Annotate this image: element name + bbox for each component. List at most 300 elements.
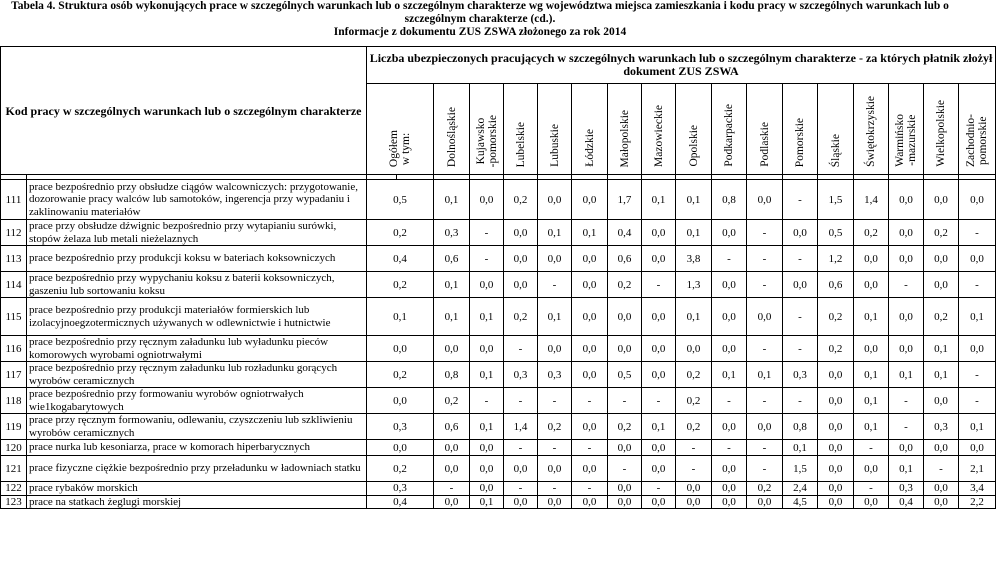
row-value: - bbox=[747, 246, 783, 272]
column-header bbox=[434, 84, 470, 175]
column-header bbox=[854, 84, 889, 175]
row-value: 0,0 bbox=[712, 298, 747, 336]
row-value: 0,2 bbox=[818, 298, 854, 336]
row-description: prace nurka lub kesoniarza, prace w komorach hiperbarycznych bbox=[27, 440, 367, 456]
row-code: 114 bbox=[1, 272, 27, 298]
row-value: 3,4 bbox=[959, 482, 996, 496]
row-value: 0,1 bbox=[854, 414, 889, 440]
row-value: 0,3 bbox=[783, 362, 818, 388]
row-value: - bbox=[538, 482, 572, 496]
row-description: prace bezpośrednio przy formowaniu wyrobów ogniotrwałych wie1kogabarytowych bbox=[27, 388, 367, 414]
row-value: - bbox=[959, 272, 996, 298]
row-value: 0,0 bbox=[676, 495, 712, 509]
column-header bbox=[676, 84, 712, 175]
row-value: 0,1 bbox=[434, 180, 470, 220]
row-value: 0,0 bbox=[504, 272, 538, 298]
row-value: 0,0 bbox=[504, 220, 538, 246]
row-value: 0,0 bbox=[538, 180, 572, 220]
row-value: 0,2 bbox=[504, 180, 538, 220]
row-value: 0,0 bbox=[747, 495, 783, 509]
row-value: 0,2 bbox=[747, 482, 783, 496]
row-value: 0,2 bbox=[854, 220, 889, 246]
title-line-1: Tabela 4. Struktura osób wykonujących prace w szczególnych warunkach lub o szczególnym charakterze wg województwa miejsca zamieszkania i kodu pracy w szczególnych warunkach lub o bbox=[11, 0, 949, 12]
row-value: 0,4 bbox=[608, 220, 642, 246]
column-header-label: Wielkopolskie bbox=[935, 100, 947, 167]
table-row bbox=[1, 180, 996, 220]
row-value: - bbox=[608, 456, 642, 482]
row-value: 0,0 bbox=[854, 272, 889, 298]
row-value: 0,0 bbox=[924, 246, 959, 272]
row-description: prace bezpośrednio przy obsłudze ciągów walcowniczych: przygotowanie, dozorowanie pracy walców lub samotoków, ingerencja przy wypadaniu i zaklinowaniu materiałów bbox=[27, 180, 367, 220]
row-value: 0,1 bbox=[854, 298, 889, 336]
row-value: 0,3 bbox=[924, 414, 959, 440]
row-value: 0,1 bbox=[367, 298, 434, 336]
row-value: 0,0 bbox=[642, 440, 676, 456]
row-description: prace na statkach żeglugi morskiej bbox=[27, 495, 367, 509]
row-value: 0,0 bbox=[712, 482, 747, 496]
row-value: 0,0 bbox=[572, 298, 608, 336]
row-value: 0,1 bbox=[434, 298, 470, 336]
row-description: prace fizyczne ciężkie bezpośrednio przy przeładunku w ładowniach statku bbox=[27, 456, 367, 482]
row-value: - bbox=[572, 440, 608, 456]
table-row bbox=[1, 440, 996, 456]
table-row bbox=[1, 456, 996, 482]
column-header-label: Warmińsko -mazurskie bbox=[894, 114, 918, 167]
row-value: - bbox=[642, 272, 676, 298]
row-value: - bbox=[747, 336, 783, 362]
row-value: 0,0 bbox=[572, 336, 608, 362]
row-value: 0,0 bbox=[854, 456, 889, 482]
row-value: 0,1 bbox=[470, 298, 504, 336]
column-header-label: Opolskie bbox=[687, 125, 700, 167]
row-value: 0,2 bbox=[367, 362, 434, 388]
row-value: 0,0 bbox=[572, 180, 608, 220]
column-header-label: Podkarpackie bbox=[723, 104, 735, 167]
column-header bbox=[504, 84, 538, 175]
column-header bbox=[747, 84, 783, 175]
row-value: 2,4 bbox=[783, 482, 818, 496]
row-value: 0,0 bbox=[818, 388, 854, 414]
row-value: 0,3 bbox=[367, 482, 434, 496]
row-value: 0,0 bbox=[712, 220, 747, 246]
row-value: 0,0 bbox=[572, 495, 608, 509]
row-description: prace przy obsłudze dźwignic bezpośrednio przy wytapianiu surówki, stopów żelaza lub metali nieżelaznych bbox=[27, 220, 367, 246]
column-header bbox=[538, 84, 572, 175]
row-code: 116 bbox=[1, 336, 27, 362]
row-description: prace bezpośrednio przy ręcznym załadunku lub rozładunku gorących wyrobów ceramicznych bbox=[27, 362, 367, 388]
column-header bbox=[470, 84, 504, 175]
row-value: 0,0 bbox=[818, 440, 854, 456]
row-value: 2,1 bbox=[959, 456, 996, 482]
row-value: 1,5 bbox=[818, 180, 854, 220]
column-header-label: Dolnośląskie bbox=[445, 106, 458, 167]
row-value: 0,1 bbox=[538, 220, 572, 246]
row-value: 0,0 bbox=[504, 246, 538, 272]
row-value: 1,5 bbox=[783, 456, 818, 482]
row-value: - bbox=[504, 336, 538, 362]
row-value: 0,0 bbox=[889, 298, 924, 336]
row-description: prace bezpośrednio przy produkcji materiałów formierskich lub izolacyjnoegzotermicznych używanych w odlewnictwie i hutnictwie bbox=[27, 298, 367, 336]
row-value: 0,0 bbox=[818, 482, 854, 496]
row-value: - bbox=[924, 456, 959, 482]
row-value: 0,2 bbox=[538, 414, 572, 440]
row-value: 0,1 bbox=[783, 440, 818, 456]
row-value: - bbox=[470, 220, 504, 246]
row-value: 0,0 bbox=[434, 495, 470, 509]
row-value: 0,0 bbox=[959, 180, 996, 220]
row-value: 0,0 bbox=[642, 336, 676, 362]
row-value: 0,0 bbox=[818, 456, 854, 482]
row-value: - bbox=[854, 440, 889, 456]
row-value: 0,0 bbox=[924, 482, 959, 496]
row-code: 112 bbox=[1, 220, 27, 246]
row-value: 0,0 bbox=[712, 456, 747, 482]
row-value: 0,0 bbox=[712, 336, 747, 362]
row-value: 0,0 bbox=[747, 414, 783, 440]
table-row bbox=[1, 246, 996, 272]
table-row bbox=[1, 362, 996, 388]
row-value: 0,1 bbox=[889, 362, 924, 388]
column-header bbox=[818, 84, 854, 175]
row-value: - bbox=[538, 440, 572, 456]
row-value: 4,5 bbox=[783, 495, 818, 509]
row-value: 1,7 bbox=[608, 180, 642, 220]
row-code: 123 bbox=[1, 495, 27, 509]
row-value: 0,0 bbox=[367, 388, 434, 414]
row-value: 0,0 bbox=[959, 440, 996, 456]
row-value: - bbox=[470, 388, 504, 414]
row-value: 0,4 bbox=[889, 495, 924, 509]
row-value: 0,0 bbox=[434, 336, 470, 362]
table-row bbox=[1, 495, 996, 509]
table-row bbox=[1, 414, 996, 440]
column-header-label: Świętokrzyskie bbox=[865, 96, 877, 167]
table-row bbox=[1, 336, 996, 362]
header-kod: Kod pracy w szczególnych warunkach lub o szczególnym charakterze bbox=[1, 47, 367, 175]
row-value: - bbox=[504, 482, 538, 496]
row-value: 0,0 bbox=[959, 336, 996, 362]
row-value: 0,0 bbox=[854, 246, 889, 272]
column-header bbox=[367, 84, 434, 175]
row-value: - bbox=[747, 272, 783, 298]
row-value: - bbox=[676, 440, 712, 456]
row-value: - bbox=[747, 220, 783, 246]
row-value: - bbox=[783, 388, 818, 414]
column-header-label: Lubelskie bbox=[514, 121, 527, 167]
row-value: 0,0 bbox=[504, 495, 538, 509]
row-code: 119 bbox=[1, 414, 27, 440]
row-value: 0,0 bbox=[676, 482, 712, 496]
row-value: 0,0 bbox=[854, 495, 889, 509]
row-value: 0,2 bbox=[676, 414, 712, 440]
row-value: 0,0 bbox=[642, 362, 676, 388]
row-value: - bbox=[504, 440, 538, 456]
row-value: 0,0 bbox=[924, 495, 959, 509]
row-value: 0,1 bbox=[854, 388, 889, 414]
row-value: - bbox=[572, 388, 608, 414]
row-value: 0,0 bbox=[712, 414, 747, 440]
row-value: 0,0 bbox=[924, 272, 959, 298]
row-value: 0,1 bbox=[642, 180, 676, 220]
row-value: - bbox=[959, 220, 996, 246]
row-value: 0,1 bbox=[924, 336, 959, 362]
column-header bbox=[959, 84, 996, 175]
column-header-label: Pomorskie bbox=[794, 117, 806, 167]
row-value: 0,1 bbox=[924, 362, 959, 388]
row-value: 0,0 bbox=[470, 440, 504, 456]
row-value: 0,6 bbox=[818, 272, 854, 298]
row-value: 0,0 bbox=[608, 495, 642, 509]
row-value: 0,2 bbox=[924, 220, 959, 246]
row-code: 122 bbox=[1, 482, 27, 496]
row-value: 0,0 bbox=[642, 246, 676, 272]
row-value: - bbox=[889, 414, 924, 440]
row-value: 0,1 bbox=[959, 414, 996, 440]
row-value: - bbox=[747, 456, 783, 482]
row-value: 0,0 bbox=[367, 336, 434, 362]
row-value: - bbox=[676, 456, 712, 482]
row-value: 0,1 bbox=[712, 362, 747, 388]
row-value: 0,4 bbox=[367, 246, 434, 272]
row-value: 0,0 bbox=[470, 272, 504, 298]
row-value: 2,2 bbox=[959, 495, 996, 509]
title-line-2: szczególnym charakterze (cd.). bbox=[404, 13, 556, 25]
row-value: - bbox=[783, 298, 818, 336]
row-value: 0,0 bbox=[434, 440, 470, 456]
row-value: 0,1 bbox=[676, 220, 712, 246]
row-value: 0,6 bbox=[434, 246, 470, 272]
row-value: 0,0 bbox=[470, 180, 504, 220]
row-value: 0,1 bbox=[959, 298, 996, 336]
row-value: 0,0 bbox=[470, 456, 504, 482]
row-value: 0,2 bbox=[367, 220, 434, 246]
row-value: 1,3 bbox=[676, 272, 712, 298]
row-value: 0,1 bbox=[747, 362, 783, 388]
row-value: 0,2 bbox=[676, 388, 712, 414]
column-header bbox=[783, 84, 818, 175]
row-value: 1,4 bbox=[504, 414, 538, 440]
row-value: 0,0 bbox=[712, 272, 747, 298]
row-value: - bbox=[712, 388, 747, 414]
row-code: 115 bbox=[1, 298, 27, 336]
column-header bbox=[889, 84, 924, 175]
row-value: - bbox=[642, 388, 676, 414]
row-value: 0,0 bbox=[889, 336, 924, 362]
row-value: 0,0 bbox=[783, 220, 818, 246]
row-value: 0,0 bbox=[747, 180, 783, 220]
row-value: - bbox=[712, 440, 747, 456]
row-value: 0,3 bbox=[504, 362, 538, 388]
row-value: - bbox=[572, 482, 608, 496]
row-value: 0,0 bbox=[818, 495, 854, 509]
row-value: 0,0 bbox=[889, 440, 924, 456]
column-header-label: Podlaskie bbox=[758, 122, 771, 167]
table-row bbox=[1, 298, 996, 336]
row-value: - bbox=[889, 272, 924, 298]
row-value: 0,3 bbox=[889, 482, 924, 496]
row-value: 0,0 bbox=[608, 298, 642, 336]
row-value: 0,0 bbox=[924, 180, 959, 220]
row-value: 0,0 bbox=[642, 298, 676, 336]
row-value: 0,2 bbox=[924, 298, 959, 336]
row-value: 0,1 bbox=[470, 414, 504, 440]
row-value: 0,3 bbox=[538, 362, 572, 388]
row-value: 0,0 bbox=[747, 298, 783, 336]
row-value: - bbox=[642, 482, 676, 496]
row-value: 0,1 bbox=[676, 180, 712, 220]
row-value: 0,0 bbox=[642, 456, 676, 482]
column-header bbox=[712, 84, 747, 175]
row-value: 0,0 bbox=[959, 246, 996, 272]
row-value: 0,2 bbox=[608, 272, 642, 298]
table-row bbox=[1, 482, 996, 496]
column-header-label: Łódzkie bbox=[583, 129, 596, 167]
row-value: 0,5 bbox=[608, 362, 642, 388]
row-value: - bbox=[712, 246, 747, 272]
row-value: 0,1 bbox=[434, 272, 470, 298]
row-value: 0,1 bbox=[538, 298, 572, 336]
row-description: prace bezpośrednio przy wypychaniu koksu z baterii koksowniczych, gaszeniu lub sortowaniu koksu bbox=[27, 272, 367, 298]
row-value: 0,0 bbox=[572, 272, 608, 298]
row-value: 0,4 bbox=[367, 495, 434, 509]
row-value: 0,0 bbox=[854, 336, 889, 362]
row-value: 0,3 bbox=[434, 220, 470, 246]
column-header-label: Kujawsko -pomorskie bbox=[474, 114, 499, 167]
row-value: 0,8 bbox=[712, 180, 747, 220]
row-value: 0,0 bbox=[504, 456, 538, 482]
row-value: 1,2 bbox=[818, 246, 854, 272]
row-value: 0,0 bbox=[572, 246, 608, 272]
row-code: 118 bbox=[1, 388, 27, 414]
row-value: 0,2 bbox=[504, 298, 538, 336]
row-value: 0,2 bbox=[608, 414, 642, 440]
row-value: 0,0 bbox=[434, 456, 470, 482]
row-value: 0,0 bbox=[818, 362, 854, 388]
row-value: - bbox=[783, 180, 818, 220]
row-value: 0,0 bbox=[889, 180, 924, 220]
row-value: 0,2 bbox=[676, 362, 712, 388]
row-value: 0,0 bbox=[572, 456, 608, 482]
table-row bbox=[1, 388, 996, 414]
row-value: - bbox=[783, 246, 818, 272]
row-value: 0,1 bbox=[642, 414, 676, 440]
row-value: 0,8 bbox=[434, 362, 470, 388]
row-value: 0,0 bbox=[470, 336, 504, 362]
row-value: 0,0 bbox=[818, 414, 854, 440]
column-header bbox=[642, 84, 676, 175]
title-line-3: Informacje z dokumentu ZUS ZSWA złożonego za rok 2014 bbox=[333, 26, 627, 38]
row-value: 0,0 bbox=[470, 482, 504, 496]
row-value: 0,0 bbox=[889, 220, 924, 246]
row-description: prace bezpośrednio przy produkcji koksu w bateriach koksowniczych bbox=[27, 246, 367, 272]
row-description: prace bezpośrednio przy ręcznym załadunku lub wyładunku pieców komorowych wyrobami ogniotrwałymi bbox=[27, 336, 367, 362]
row-value: 0,6 bbox=[434, 414, 470, 440]
column-header bbox=[608, 84, 642, 175]
row-code: 120 bbox=[1, 440, 27, 456]
row-value: - bbox=[538, 272, 572, 298]
row-value: 1,4 bbox=[854, 180, 889, 220]
table-title bbox=[0, 0, 960, 39]
row-value: 0,0 bbox=[538, 495, 572, 509]
row-value: 0,0 bbox=[608, 440, 642, 456]
column-header-label: Mazowieckie bbox=[652, 105, 665, 167]
row-description: prace rybaków morskich bbox=[27, 482, 367, 496]
row-code: 117 bbox=[1, 362, 27, 388]
row-value: - bbox=[538, 388, 572, 414]
row-value: 0,2 bbox=[367, 456, 434, 482]
row-value: - bbox=[434, 482, 470, 496]
row-value: 0,2 bbox=[818, 336, 854, 362]
row-value: 0,1 bbox=[889, 456, 924, 482]
row-value: 0,0 bbox=[924, 388, 959, 414]
row-code: 121 bbox=[1, 456, 27, 482]
row-value: - bbox=[854, 482, 889, 496]
row-code: 111 bbox=[1, 180, 27, 220]
row-value: 3,8 bbox=[676, 246, 712, 272]
header-main: Liczba ubezpieczonych pracujących w szczególnych warunkach lub o szczególnym charakterze - za których płatnik złożył dokument ZUS ZSWA bbox=[367, 47, 996, 84]
table-row bbox=[1, 220, 996, 246]
row-value: - bbox=[959, 362, 996, 388]
row-value: - bbox=[608, 388, 642, 414]
row-value: 0,0 bbox=[889, 246, 924, 272]
column-header-label: Ogółem w tym: bbox=[388, 129, 412, 167]
row-value: - bbox=[747, 388, 783, 414]
row-code: 113 bbox=[1, 246, 27, 272]
row-value: 0,8 bbox=[783, 414, 818, 440]
column-header-label: Śląskie bbox=[829, 133, 842, 167]
column-header-label: Lubuskie bbox=[548, 124, 561, 167]
row-value: - bbox=[959, 388, 996, 414]
row-value: 0,0 bbox=[538, 336, 572, 362]
row-value: 0,3 bbox=[367, 414, 434, 440]
row-value: 0,0 bbox=[572, 362, 608, 388]
data-table bbox=[0, 46, 996, 509]
row-value: 0,1 bbox=[572, 220, 608, 246]
row-value: 0,0 bbox=[924, 440, 959, 456]
row-value: 0,0 bbox=[783, 272, 818, 298]
row-value: 0,0 bbox=[538, 456, 572, 482]
row-value: 0,0 bbox=[367, 440, 434, 456]
row-description: prace przy ręcznym formowaniu, odlewaniu, czyszczeniu lub szkliwieniu wyrobów ceramicznych bbox=[27, 414, 367, 440]
row-value: 0,1 bbox=[470, 495, 504, 509]
column-header bbox=[572, 84, 608, 175]
row-value: 0,0 bbox=[538, 246, 572, 272]
row-value: 0,0 bbox=[608, 336, 642, 362]
row-value: 0,0 bbox=[642, 220, 676, 246]
row-value: 0,0 bbox=[608, 482, 642, 496]
row-value: 0,5 bbox=[367, 180, 434, 220]
row-value: - bbox=[504, 388, 538, 414]
row-value: 0,2 bbox=[434, 388, 470, 414]
row-value: 0,2 bbox=[367, 272, 434, 298]
row-value: 0,0 bbox=[712, 495, 747, 509]
row-value: 0,1 bbox=[676, 298, 712, 336]
table-row bbox=[1, 272, 996, 298]
row-value: 0,0 bbox=[676, 336, 712, 362]
row-value: 0,1 bbox=[854, 362, 889, 388]
column-header-label: Małopolskie bbox=[618, 109, 631, 167]
row-value: - bbox=[470, 246, 504, 272]
row-value: 0,0 bbox=[572, 414, 608, 440]
row-value: 0,5 bbox=[818, 220, 854, 246]
column-header-label: Zachodnio- pomorskie bbox=[965, 113, 990, 167]
column-header bbox=[924, 84, 959, 175]
row-value: - bbox=[783, 336, 818, 362]
row-value: 0,6 bbox=[608, 246, 642, 272]
row-value: - bbox=[747, 440, 783, 456]
row-value: 0,1 bbox=[470, 362, 504, 388]
row-value: - bbox=[889, 388, 924, 414]
